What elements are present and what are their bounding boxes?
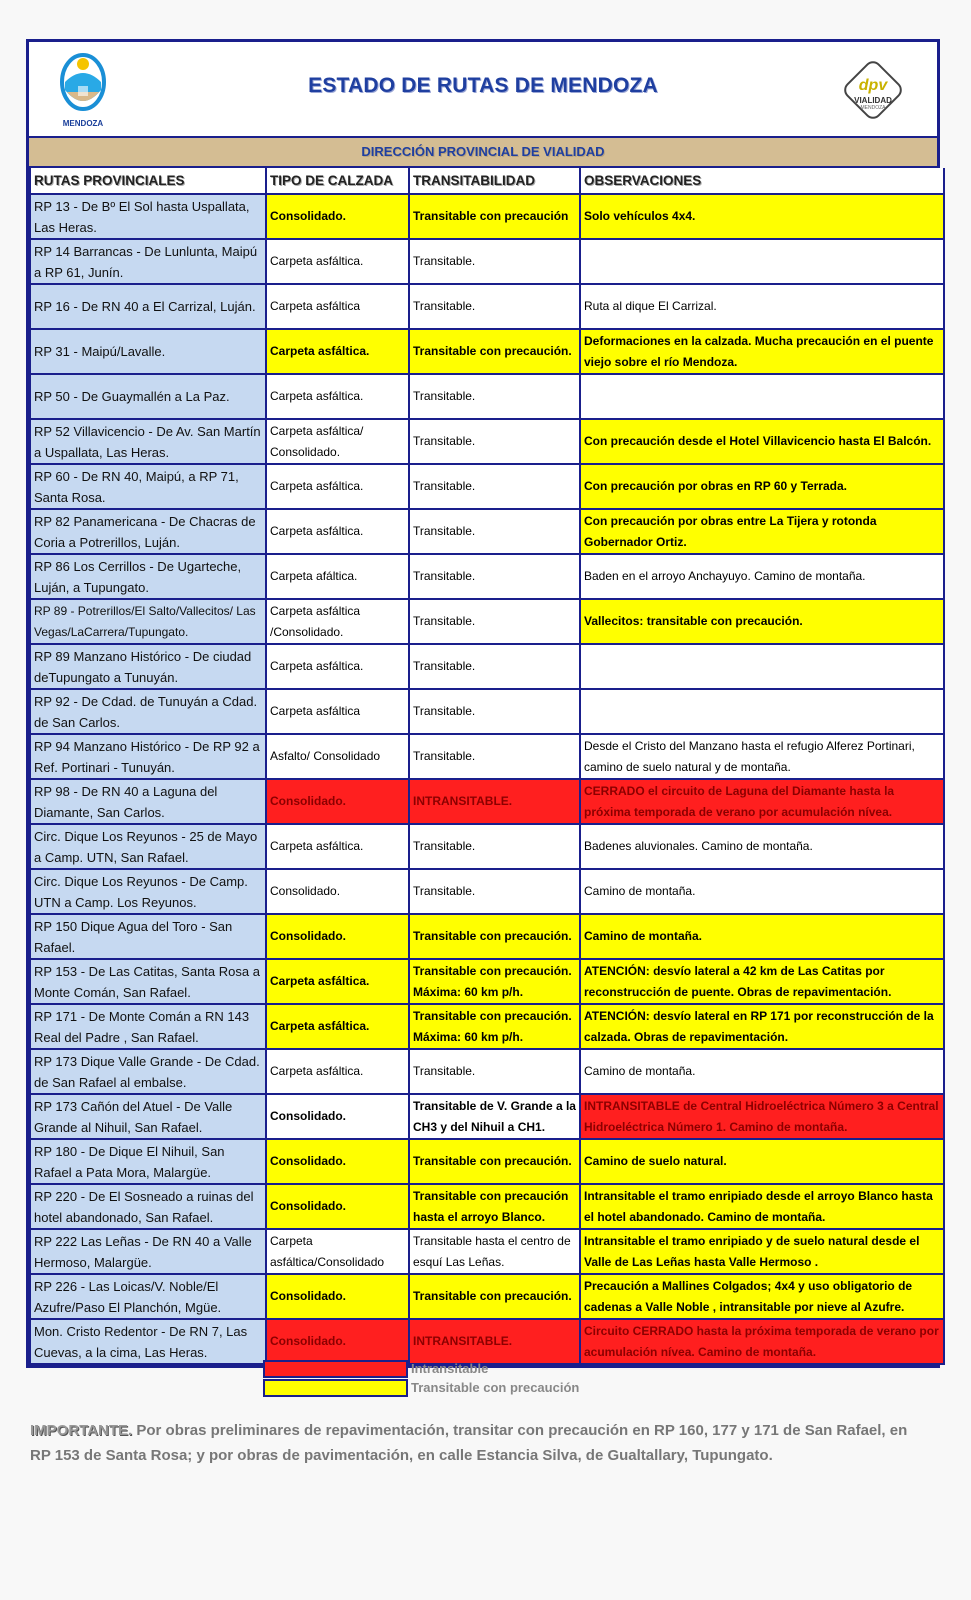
surface-cell: Carpeta asfáltica. [266, 1004, 409, 1049]
route-cell: RP 86 Los Cerrillos - De Ugarteche, Luján, a Tupungato. [30, 554, 266, 599]
route-cell: RP 14 Barrancas - De Lunlunta, Maipú a RP 61, Junín. [30, 239, 266, 284]
route-cell: RP 222 Las Leñas - De RN 40 a Valle Hermoso, Malargüe. [30, 1229, 266, 1274]
mendoza-logo-caption: MENDOZA [62, 119, 104, 128]
route-cell: RP 171 - De Monte Comán a RN 143 Real del Padre , San Rafael. [30, 1004, 266, 1049]
table-row [30, 824, 944, 869]
route-cell: RP 153 - De Las Catitas, Santa Rosa a Monte Comán, San Rafael. [30, 959, 266, 1004]
surface-cell: Carpeta asfáltica [266, 284, 409, 329]
route-cell: RP 89 - Potrerillos/El Salto/Vallecitos/ Las Vegas/LaCarrera/Tupungato. [30, 599, 266, 644]
observation-cell: Camino de suelo natural. [580, 1139, 944, 1184]
important-label: IMPORTANTE. [30, 1422, 133, 1439]
transit-cell: Transitable. [409, 824, 580, 869]
transit-cell: Transitable. [409, 554, 580, 599]
important-text: Por obras preliminares de repavimentación, transitar con precaución en RP 160, 177 y 171 de San Rafael, en RP 153 de Santa Rosa; y por obras de pavimentación, en calle Estancia Silva, de Gualtallary, Tupungato. [30, 1422, 908, 1464]
route-cell: RP 173 Cañón del Atuel - De Valle Grande al Nihuil, San Rafael. [30, 1094, 266, 1139]
observation-cell [580, 644, 944, 689]
surface-cell: Carpeta asfáltica. [266, 644, 409, 689]
table-row [30, 1319, 944, 1364]
observation-cell: Badenes aluvionales. Camino de montaña. [580, 824, 944, 869]
table-row [30, 464, 944, 509]
transit-cell: Transitable. [409, 374, 580, 419]
route-cell: RP 150 Dique Agua del Toro - San Rafael. [30, 914, 266, 959]
transit-cell: INTRANSITABLE. [409, 1319, 580, 1364]
surface-cell: Consolidado. [266, 869, 409, 914]
routes-table [29, 168, 945, 1365]
route-cell: RP 220 - De El Sosneado a ruinas del hotel abandonado, San Rafael. [30, 1184, 266, 1229]
table-row [30, 374, 944, 419]
column-header-observations: OBSERVACIONES [580, 168, 944, 194]
route-cell: RP 31 - Maipú/Lavalle. [30, 329, 266, 374]
route-cell: RP 52 Villavicencio - De Av. San Martín a Uspallata, Las Heras. [30, 419, 266, 464]
table-row [30, 1274, 944, 1319]
observation-cell: INTRANSITABLE de Central Hidroeléctrica Número 3 a Central Hidroeléctrica Número 1. Camino de montaña. [580, 1094, 944, 1139]
transit-cell: Transitable. [409, 509, 580, 554]
transit-cell: Transitable. [409, 689, 580, 734]
transit-cell: Transitable con precaución. Máxima: 60 km p/h. [409, 1004, 580, 1049]
surface-cell: Carpeta asfáltica. [266, 464, 409, 509]
route-cell: Circ. Dique Los Reyunos - De Camp. UTN a Camp. Los Reyunos. [30, 869, 266, 914]
observation-cell: Ruta al dique El Carrizal. [580, 284, 944, 329]
route-cell: RP 50 - De Guaymallén a La Paz. [30, 374, 266, 419]
transit-cell: Transitable con precaución. [409, 1274, 580, 1319]
road-status-sheet [26, 39, 940, 1368]
table-row [30, 1184, 944, 1229]
transit-cell: Transitable con precaución. Máxima: 60 km p/h. [409, 959, 580, 1004]
transit-cell: Transitable de V. Grande a la CH3 y del Nihuil a CH1. [409, 1094, 580, 1139]
surface-cell: Consolidado. [266, 1319, 409, 1364]
transit-cell: INTRANSITABLE. [409, 779, 580, 824]
surface-cell: Consolidado. [266, 194, 409, 239]
table-row [30, 779, 944, 824]
surface-cell: Carpeta asfáltica. [266, 329, 409, 374]
legend-swatch-yellow [263, 1379, 408, 1397]
transit-cell: Transitable hasta el centro de esquí Las Leñas. [409, 1229, 580, 1274]
route-cell: RP 180 - De Dique El Nihuil, San Rafael a Pata Mora, Malargüe. [30, 1139, 266, 1184]
observation-cell: Camino de montaña. [580, 869, 944, 914]
observation-cell [580, 239, 944, 284]
observation-cell: ATENCIÓN: desvío lateral a 42 km de Las Catitas por reconstrucción de puente. Obras de repavimentación. [580, 959, 944, 1004]
routes-table-body [30, 194, 944, 1364]
table-row [30, 1004, 944, 1049]
observation-cell [580, 689, 944, 734]
route-cell: RP 94 Manzano Histórico - De RP 92 a Ref. Portinari - Tunuyán. [30, 734, 266, 779]
table-row [30, 869, 944, 914]
transit-cell: Transitable. [409, 869, 580, 914]
route-cell: RP 13 - De Bº El Sol hasta Uspallata, Las Heras. [30, 194, 266, 239]
observation-cell: Solo vehículos 4x4. [580, 194, 944, 239]
column-header-routes: RUTAS PROVINCIALES [30, 168, 266, 194]
table-row [30, 914, 944, 959]
transit-cell: Transitable. [409, 734, 580, 779]
table-row [30, 554, 944, 599]
observation-cell: Desde el Cristo del Manzano hasta el refugio Alferez Portinari, camino de suelo natural y de montaña. [580, 734, 944, 779]
transit-cell: Transitable con precaución. [409, 1139, 580, 1184]
transit-cell: Transitable con precaución [409, 194, 580, 239]
column-header-surface: TIPO DE CALZADA [266, 168, 409, 194]
surface-cell: Carpeta asfáltica/Consolidado [266, 1229, 409, 1274]
surface-cell: Carpeta asfáltica. [266, 374, 409, 419]
transit-cell: Transitable. [409, 644, 580, 689]
surface-cell: Consolidado. [266, 1139, 409, 1184]
surface-cell: Carpeta asfáltica. [266, 959, 409, 1004]
transit-cell: Transitable. [409, 239, 580, 284]
observation-cell: Camino de montaña. [580, 1049, 944, 1094]
table-row [30, 689, 944, 734]
route-cell: Circ. Dique Los Reyunos - 25 de Mayo a Camp. UTN, San Rafael. [30, 824, 266, 869]
surface-cell: Carpeta asfáltica/ Consolidado. [266, 419, 409, 464]
table-row [30, 644, 944, 689]
table-row [30, 239, 944, 284]
transit-cell: Transitable. [409, 464, 580, 509]
table-header-row [30, 168, 944, 194]
observation-cell: Intransitable el tramo enripiado y de suelo natural desde el Valle de Las Leñas hasta Valle Hermoso . [580, 1229, 944, 1274]
transit-cell: Transitable. [409, 419, 580, 464]
route-cell: RP 16 - De RN 40 a El Carrizal, Luján. [30, 284, 266, 329]
transit-cell: Transitable. [409, 1049, 580, 1094]
observation-cell: Vallecitos: transitable con precaución. [580, 599, 944, 644]
table-row [30, 1139, 944, 1184]
legend-swatch-red [263, 1360, 408, 1378]
surface-cell: Carpeta asfáltica. [266, 1049, 409, 1094]
observation-cell: ATENCIÓN: desvío lateral en RP 171 por reconstrucción de la calzada. Obras de repavimentación. [580, 1004, 944, 1049]
observation-cell: Baden en el arroyo Anchayuyo. Camino de montaña. [580, 554, 944, 599]
route-cell: RP 173 Dique Valle Grande - De Cdad. de San Rafael al embalse. [30, 1049, 266, 1094]
observation-cell [580, 374, 944, 419]
page-title: ESTADO DE RUTAS DE MENDOZA [308, 74, 658, 97]
surface-cell: Carpeta afáltica. [266, 554, 409, 599]
observation-cell: Precaución a Mallines Colgados; 4x4 y uso obligatorio de cadenas a Valle Noble , intransitable por nieve al Azufre. [580, 1274, 944, 1319]
route-cell: RP 82 Panamericana - De Chacras de Coria a Potrerillos, Luján. [30, 509, 266, 554]
column-header-transit: TRANSITABILIDAD [409, 168, 580, 194]
legend-label-precaucion: Transitable con precaución [411, 1380, 580, 1395]
observation-cell: Con precaución desde el Hotel Villavicencio hasta El Balcón. [580, 419, 944, 464]
transit-cell: Transitable con precaución. [409, 914, 580, 959]
surface-cell: Carpeta asfáltica [266, 689, 409, 734]
table-row [30, 1049, 944, 1094]
table-row [30, 194, 944, 239]
table-row [30, 419, 944, 464]
observation-cell: Deformaciones en la calzada. Mucha precaución en el puente viejo sobre el río Mendoza. [580, 329, 944, 374]
surface-cell: Consolidado. [266, 779, 409, 824]
table-row [30, 734, 944, 779]
table-row [30, 284, 944, 329]
table-row [30, 599, 944, 644]
table-row [30, 329, 944, 374]
surface-cell: Consolidado. [266, 1094, 409, 1139]
route-cell: RP 89 Manzano Histórico - De ciudad deTupungato a Tunuyán. [30, 644, 266, 689]
observation-cell: Circuito CERRADO hasta la próxima temporada de verano por acumulación nívea. Camino de montaña. [580, 1319, 944, 1364]
legend-label-intransitable: Intransitable [411, 1361, 489, 1376]
observation-cell: Intransitable el tramo enripiado desde el arroyo Blanco hasta el hotel abandonado. Camino de montaña. [580, 1184, 944, 1229]
vialidad-logo-subcaption: MENDOZA [860, 105, 886, 111]
table-row [30, 1094, 944, 1139]
surface-cell: Consolidado. [266, 1184, 409, 1229]
route-cell: RP 60 - De RN 40, Maipú, a RP 71, Santa Rosa. [30, 464, 266, 509]
surface-cell: Carpeta asfáltica. [266, 824, 409, 869]
table-row [30, 1229, 944, 1274]
observation-cell: CERRADO el circuito de Laguna del Diamante hasta la próxima temporada de verano por acumulación nívea. [580, 779, 944, 824]
route-cell: RP 98 - De RN 40 a Laguna del Diamante, San Carlos. [30, 779, 266, 824]
observation-cell: Con precaución por obras entre La Tijera y rotonda Gobernador Ortiz. [580, 509, 944, 554]
surface-cell: Carpeta asfáltica /Consolidado. [266, 599, 409, 644]
route-cell: RP 226 - Las Loicas/V. Noble/El Azufre/Paso El Planchón, Mgüe. [30, 1274, 266, 1319]
transit-cell: Transitable con precaución hasta el arroyo Blanco. [409, 1184, 580, 1229]
table-row [30, 959, 944, 1004]
transit-cell: Transitable. [409, 599, 580, 644]
important-note [30, 1418, 930, 1468]
transit-cell: Transitable con precaución. [409, 329, 580, 374]
surface-cell: Carpeta asfáltica. [266, 509, 409, 554]
surface-cell: Asfalto/ Consolidado [266, 734, 409, 779]
route-cell: RP 92 - De Cdad. de Tunuyán a Cdad. de San Carlos. [30, 689, 266, 734]
transit-cell: Transitable. [409, 284, 580, 329]
surface-cell: Carpeta asfáltica. [266, 239, 409, 284]
table-row [30, 509, 944, 554]
observation-cell: Con precaución por obras en RP 60 y Terrada. [580, 464, 944, 509]
vialidad-logo [837, 54, 909, 126]
observation-cell: Camino de montaña. [580, 914, 944, 959]
route-cell: Mon. Cristo Redentor - De RN 7, Las Cuevas, a la cima, Las Heras. [30, 1319, 266, 1364]
surface-cell: Consolidado. [266, 1274, 409, 1319]
subtitle-banner: DIRECCIÓN PROVINCIAL DE VIALIDAD [29, 138, 937, 168]
surface-cell: Consolidado. [266, 914, 409, 959]
svg-text:dpv: dpv [858, 77, 888, 94]
title-row [29, 42, 937, 138]
vialidad-logo-caption: VIALIDAD [854, 96, 892, 105]
